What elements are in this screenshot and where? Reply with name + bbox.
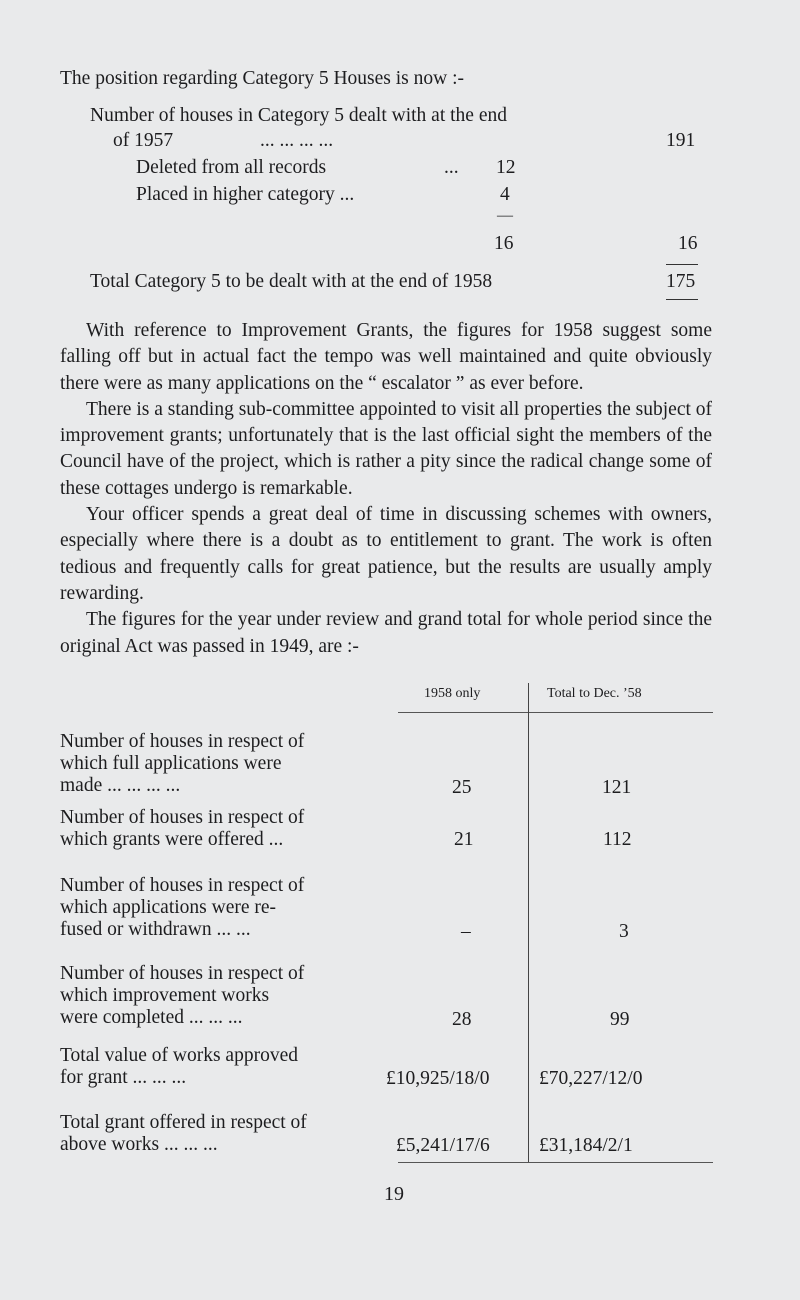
subtotal-rule bbox=[666, 264, 698, 265]
table-cell-total: 99 bbox=[610, 1009, 630, 1030]
summary-line-2-label: of 1957 bbox=[113, 130, 174, 151]
table-cell-total: 121 bbox=[602, 777, 632, 798]
table-row-label: Total value of works approved for grant ... ... ... bbox=[60, 1045, 298, 1088]
paragraph: Your officer spends a great deal of time in discussing schemes with owners, especially where there is a doubt as to entitlement to grant. The work is often tedious and frequently calls for great patience, but the results are usually amply rewarding. bbox=[60, 504, 712, 604]
table-cell-total: £70,227/12/0 bbox=[539, 1068, 643, 1089]
placed-value: 4 bbox=[500, 184, 510, 205]
table-row-label: Number of houses in respect of which grants were offered ... bbox=[60, 807, 305, 850]
table-cell-total: £31,184/2/1 bbox=[539, 1135, 633, 1156]
table-cell-total: 3 bbox=[619, 921, 629, 942]
table-cell-1958: 25 bbox=[452, 777, 472, 798]
table-cell-total: 112 bbox=[603, 829, 632, 850]
col-header-1958: 1958 only bbox=[424, 686, 481, 701]
deleted-value: 12 bbox=[496, 157, 516, 178]
total-label: Total Category 5 to be dealt with at the end of 1958 bbox=[90, 271, 493, 292]
paragraph: With reference to Improvement Grants, the figures for 1958 suggest some falling off but in actual fact the tempo was well maintained and quite obviously there were as many applications on the “ escalator ” as ever before. bbox=[60, 320, 712, 394]
summary-1957-value: 191 bbox=[666, 130, 696, 151]
subtotal-left: 16 bbox=[494, 233, 514, 254]
table-bottom-rule bbox=[398, 1162, 713, 1163]
placed-label: Placed in higher category ... bbox=[136, 184, 355, 205]
paragraph: The figures for the year under review and grand total for whole period since the original Act was passed in 1949, are :- bbox=[60, 609, 712, 657]
table-top-rule bbox=[398, 712, 713, 713]
table-row-label: Total grant offered in respect of above works ... ... ... bbox=[60, 1112, 307, 1155]
summary-line-2-dots: ... ... ... ... bbox=[260, 130, 334, 151]
table-cell-1958: 28 bbox=[452, 1009, 472, 1030]
paragraph: There is a standing sub-committee appointed to visit all properties the subject of improvement grants; unfortunately that is the last official sight the members of the Council have of the project, which is rather a pity since the radical change some of these cottages undergo is remarkable. bbox=[60, 398, 713, 499]
deleted-dots: ... bbox=[444, 157, 459, 178]
deleted-label: Deleted from all records bbox=[136, 157, 327, 178]
table-row-label: Number of houses in respect of which improvement works were completed ... ... ... bbox=[60, 963, 305, 1028]
intro-heading: The position regarding Category 5 Houses is now :- bbox=[60, 68, 465, 89]
total-rule bbox=[666, 299, 698, 300]
table-column-divider bbox=[528, 683, 529, 1163]
col-header-total: Total to Dec. ’58 bbox=[547, 686, 642, 701]
table-row-label: Number of houses in respect of which applications were re- fused or withdrawn ... ... bbox=[60, 875, 305, 940]
table-cell-1958: £5,241/17/6 bbox=[396, 1135, 490, 1156]
table-row-label: Number of houses in respect of which full applications were made ... ... ... ... bbox=[60, 731, 305, 796]
table-cell-1958: £10,925/18/0 bbox=[386, 1068, 490, 1089]
subtotal-dash: — bbox=[497, 207, 513, 224]
subtotal-right: 16 bbox=[678, 233, 698, 254]
summary-line-1: Number of houses in Category 5 dealt with at the end bbox=[90, 105, 507, 126]
table-cell-1958: – bbox=[461, 921, 471, 942]
page-number: 19 bbox=[384, 1183, 404, 1205]
table-cell-1958: 21 bbox=[454, 829, 474, 850]
body-text bbox=[60, 318, 712, 660]
total-value: 175 bbox=[666, 271, 696, 292]
